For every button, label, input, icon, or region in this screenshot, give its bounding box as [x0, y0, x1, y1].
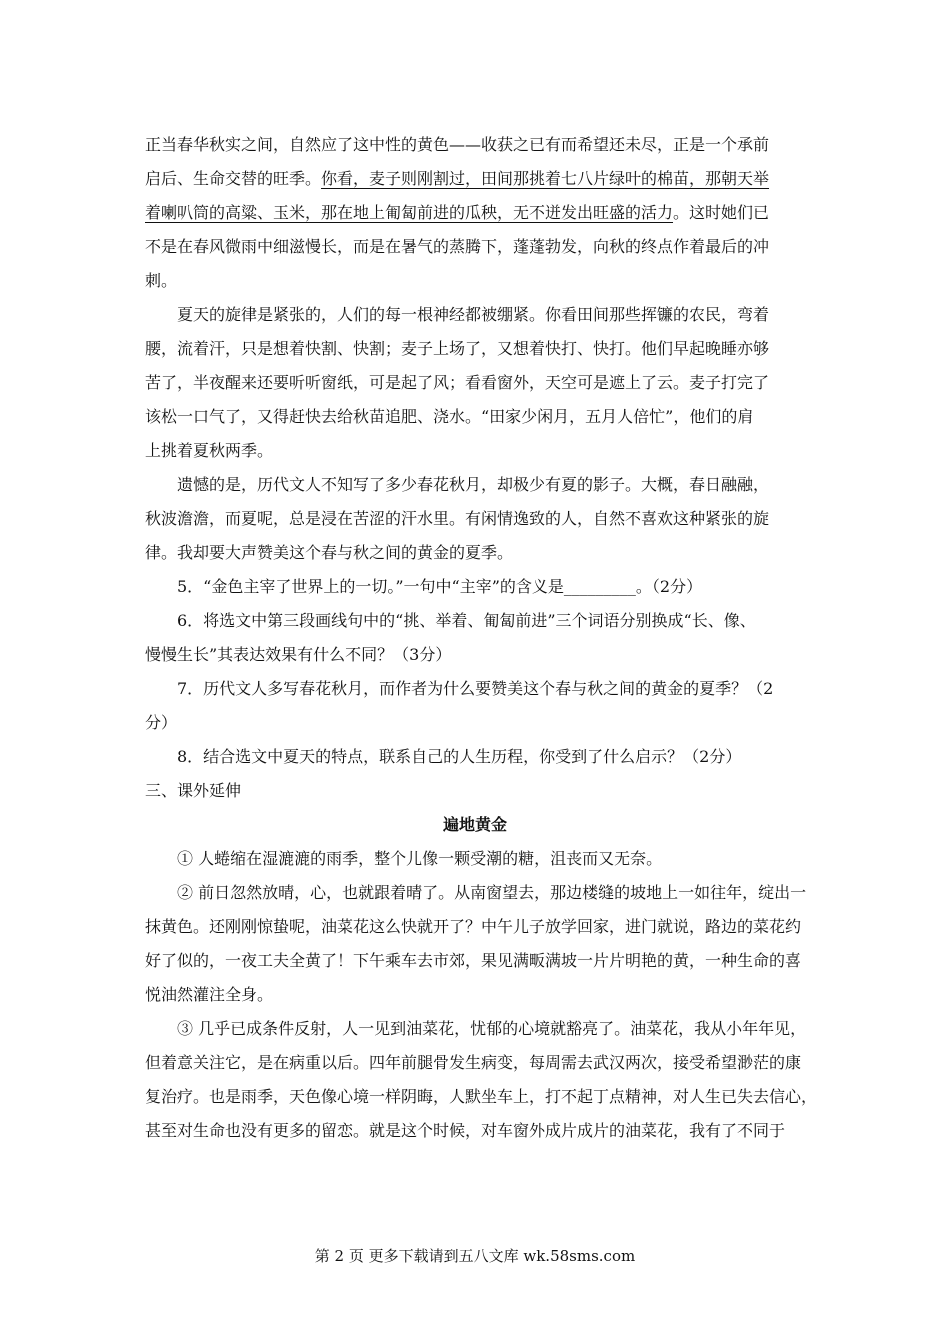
paragraph-line: ③ 几乎已成条件反射，人一见到油菜花，忧郁的心境就豁亮了。油菜花，我从小年年见， [177, 1019, 807, 1038]
question-7-cont: 分） [145, 713, 178, 732]
paragraph-line: 刺。 [145, 271, 178, 290]
paragraph-line: ② 前日忽然放晴，心，也就跟着晴了。从南窗望去，那边楼缝的坡地上一如往年，绽出一 [177, 883, 807, 902]
paragraph-line: 着喇叭筒的高粱、玉米，那在地上匍匐前进的瓜秧，无不迸发出旺盛的活力。这时她们已 [145, 203, 770, 222]
paragraph-line: 秋波澹澹，而夏呢，总是浸在苦涩的汗水里。有闲情逸致的人，自然不喜欢这种紧张的旋 [145, 509, 770, 528]
paragraph-line: 悦油然灌注全身。 [145, 985, 274, 1004]
paragraph-line: 抹黄色。还刚刚惊蛰呢，油菜花这么快就开了？中午儿子放学回家，进门就说，路边的菜花约 [145, 917, 802, 936]
paragraph-line: 复治疗。也是雨季，天色像心境一样阴晦，人默坐车上，打不起丁点精神，对人生已失去信心， [145, 1087, 818, 1106]
paragraph-line: 该松一口气了，又得赶快去给秋苗追肥、浇水。“田家少闲月，五月人倍忙”，他们的肩 [145, 407, 754, 426]
paragraph-line: ① 人蜷缩在湿漉漉的雨季，整个儿像一颗受潮的糖，沮丧而又无奈。 [177, 849, 663, 868]
underlined-sentence: 你看，麦子则刚割过，田间那挑着七八片绿叶的棉苗，那朝天举 [321, 169, 770, 188]
article-title: 遍地黄金 [442, 815, 507, 834]
paragraph-line: 遗憾的是，历代文人不知写了多少春花秋月，却极少有夏的影子。大概，春日融融， [177, 475, 770, 494]
paragraph-line: 启后、生命交替的旺季。你看，麦子则刚割过，田间那挑着七八片绿叶的棉苗，那朝天举 [145, 169, 770, 188]
paragraph-line: 甚至对生命也没有更多的留恋。就是这个时候，对车窗外成片成片的油菜花，我有了不同于 [145, 1121, 786, 1140]
paragraph-line: 正当春华秋实之间，自然应了这中性的黄色——收获之已有而希望还未尽，正是一个承前 [145, 135, 770, 154]
paragraph-line: 上挑着夏秋两季。 [145, 441, 274, 460]
answer-blank: _________ [563, 577, 636, 596]
paragraph-line: 夏天的旋律是紧张的，人们的每一根神经都被绷紧。你看田间那些挥镰的农民，弯着 [177, 305, 770, 324]
paragraph-line: 腰，流着汗，只是想着快割、快割；麦子上场了，又想着快打、快打。他们早起晚睡亦够 [145, 339, 770, 358]
question-6-cont: 慢慢生长”其表达效果有什么不同？（3分） [145, 645, 452, 664]
paragraph-line: 但着意关注它，是在病重以后。四年前腿骨发生病变，每周需去武汉两次，接受希望渺茫的康 [145, 1053, 802, 1072]
question-8: 8．结合选文中夏天的特点，联系自己的人生历程，你受到了什么启示？（2分） [177, 747, 742, 766]
question-7: 7．历代文人多写春花秋月，而作者为什么要赞美这个春与秋之间的黄金的夏季？（2 [177, 679, 774, 698]
page-footer: 第 2 页 更多下载请到五八文库 wk.58sms.com [314, 1247, 636, 1265]
section-title: 三、课外延伸 [145, 781, 242, 800]
paragraph-line: 律。我却要大声赞美这个春与秋之间的黄金的夏季。 [145, 543, 514, 562]
question-6: 6．将选文中第三段画线句中的“挑、举着、匍匐前进”三个词语分别换成“长、像、 [177, 611, 756, 630]
paragraph-line: 不是在春风微雨中细滋慢长，而是在暑气的蒸腾下，蓬蓬勃发，向秋的终点作着最后的冲 [145, 237, 770, 256]
question-5: 5．“金色主宰了世界上的一切。”一句中“主宰”的含义是_________。（2分） [177, 577, 703, 596]
underlined-sentence: 着喇叭筒的高粱、玉米，那在地上匍匐前进的瓜秧，无不迸发出旺盛的活力 [145, 203, 674, 222]
paragraph-line: 苦了，半夜醒来还要听听窗纸，可是起了风；看看窗外，天空可是遮上了云。麦子打完了 [145, 373, 770, 392]
paragraph-line: 好了似的，一夜工夫全黄了！下午乘车去市郊，果见满畈满坡一片片明艳的黄，一种生命的喜 [145, 951, 802, 970]
